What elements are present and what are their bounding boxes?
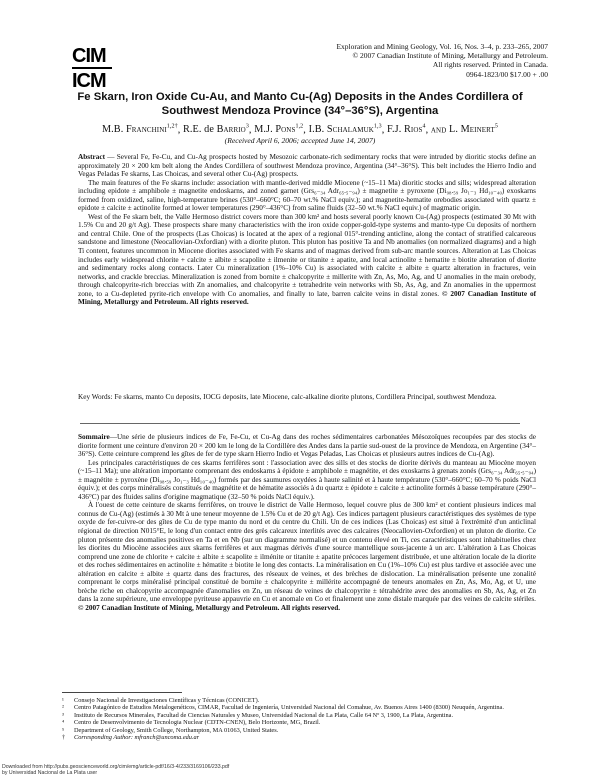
author-1: M.B. Franchini$^{1,2\dagger}$ [102,124,178,136]
sommaire-para-2: Les principales caractéristiques de ces skarns ferrifères sont : l'association avec des sills et des stocks de diorite dérivés du manteau au Miocène moyen (~15–11 Ma); une altération importante comprenant des endoskarns à épidote ± amphibole ± magnétite, et des exoskarns à grenats zonés (Grs₆₋₃₄ Adr₆₅.₅₋₉₄) ± magnétite ± pyroxène (Di₉₈.₅₉ Jo₁₋₃ Hd₁₀₋₄₀) formés par des saumures oxydées à haute salinité et à haute température (530°–660°C; 60–70 % poids NaCl équiv.); et des corps minéralisés constitués de magnétite et de hématite associés à du quartz ± épidote ± calcite ± actinolite formés à basse température (290°–436°C) par des fluides salins d'origine magmatique (32–50 % poids NaCl équiv.). [78,458,536,501]
section-divider [80,423,520,424]
keywords-label: Key Words: [78,393,113,401]
author-4: I.B. Schalamuk$^{1,3}$ [308,124,382,136]
author-5: F.J. Rios$^4$ [387,124,426,136]
sommaire-para-1: Sommaire—Une série de plusieurs indices de Fe, Fe-Cu, et Cu-Ag dans des roches sédimentaires carbonatées Mésozoïques recoupées par des stocks de diorite forment une ceinture d'environ 20 × 200 km le long de la Cordillère des Andes dans la partie sud-ouest de la province de Mendoza, en Argentine (34°–36°S). Cette ceinture comprend les gîtes de fer de type skarn Hierro Indio et Vegas Peladas, Las Choicas et plusieurs autres indices de Cu-(Ag). [78,433,536,459]
abstract [78,153,536,307]
footnote: ³ Instituto de Recursos Minerales, Facultad de Ciencias Naturales y Museo, Universidad Nacional de La Plata, Calle 64 Nº 3, 1900, La Plata, Argentina. [62,711,454,719]
received-dates: (Received April 6, 2006; accepted June 14, 2007) [224,136,376,145]
journal-line-4: 0964-1823/00 $17.00 + .00 [466,69,548,79]
footnote-rule [62,692,182,693]
sommaire-label: Sommaire [78,433,110,441]
logo-line-2: ICM [72,67,112,92]
abstract-label: Abstract [78,153,105,161]
download-notice [2,764,422,776]
abstract-para-3: West of the Fe skarn belt, the Valle Hermoso district covers more than 300 km² and hosts several poorly known Cu-(Ag) prospects (estimated 30 Mt with 1.5% Cu and 20 g/t Ag). These prospects share many characteristics with the iron oxide copper-gold-type systems and manto-type Cu deposits of northern and central Chile. One of the prospects (Las Choicas) is located at the apex of a regional 015°-trending anticline, along the contact of stratified calcareous sandstone and limestone (Neocallovian-Oxfordian) with a diorite pluton. This pluton has positive Ta and Nb anomalies (on normalized diagrams) and a high Ti content, features uncommon in Miocene diorites associated with Fe skarns and of magmas derived from sub-arc mantle sources. Alteration at Las Choicas includes early widespread chlorite + calcite ± albite ± scapolite ± ilmenite or titanite ± apatite, and local actinolite ± hematite ± biotite alteration of diorite and sedimentary rocks along contacts. Later Cu mineralization (1%–10% Cu) is associated with calcite ± albite ± quartz alteration in fractures, vein networks, and crackle breccias. Mineralization is zoned from bornite ± chalcopyrite ± millerite with Zn, As, Mo, Ag, and U anomalies in the main orebody, through chalcopyrite-rich breccias with Zn anomalies, and chalcopyrite ± tetrahedrite vein networks with Sb, As, Ag, and Zn anomalies in the uppermost zone, to a Cu-depleted pyrite-rich envelope with Co anomalies, and finally to late, barren calcite veins in distal zones. © 2007 Canadian Institute of Mining, Metallurgy and Petroleum. All rights reserved. [78,212,536,307]
logo-line-1: CIM [72,45,106,67]
footnote: ⁴ Centro de Desenvolvimento de Tecnologia Nuclear (CDTN-CNEN), Belo Horizonte, MG, Brazil. [62,719,321,727]
keywords [78,393,536,402]
abstract-copyright: © 2007 Canadian Institute of Mining, Metallurgy and Petroleum. All rights reserved. [78,289,536,307]
sommaire-copyright: © 2007 Canadian Institute of Mining, Metallurgy and Petroleum. All rights reserved. [78,603,341,612]
author-2: R.E. de Barrio$^3$ [183,124,249,136]
author-conjunction: and [430,124,447,136]
footnote-corresponding-author: † Corresponding Author: mfranch@uncoma.edu.ar [62,734,200,742]
journal-line-2: © 2007 Canadian Institute of Mining, Metallurgy and Petroleum. [352,51,548,61]
journal-line-1: Exploration and Mining Geology, Vol. 16, Nos. 3–4, p. 233–265, 2007 [336,42,548,51]
sommaire-para-3: À l'ouest de cette ceinture de skarns ferrifères, on trouve le district de Valle Hermoso, lequel couvre plus de 300 km² et contient plusieurs indices mal connus de Cu-(Ag) (estimés à 30 Mt à une teneur moyenne de 1.5% Cu et de 20 g/t Ag). Ces indices partagent plusieurs caractéristiques des systèmes de type oxyde de fer-cuivre-or des gîtes de Cu de type manto du nord et du centre du Chili. Un de ces indices (Las Choicas) est situé à l'extrémité d'un anticlinal régional de direction N015°E, le long d'un contact entre des grès calcareux interlités avec des calcaires (Neocallovien-Oxfordien) et un pluton de diorite. Ce pluton présente des anomalies positives en Ta et en Nb (sur un diagramme normalisé) et un contenu élevé en Ti, ces caractéristiques sont inhabituelles chez les diorites du Miocène associées aux skarns ferrifères et aux magmas dérivés d'une source mantellique sous-jacente à un arc. L'altération à Las Choicas comprend une zone de chlorite + calcite ± albite ± scapolite ± ilménite or titanite ± apatite précoces largement distribuée, et une altération locale de la diorite et des roches sédimentaires en actinolite ± hématite ± biotite le long des contacts. La minéralisation en Cu (1%–10% Cu) est plus tardive et associée avec une altération en calcite ± albite ± quartz dans des fractures, des réseaux de veines, et des brèches de dislocation. La minéralisation présente une zonalité comprenant le corps minéralisé principal constitué de bornite ± chalcopyrite ± millérite accompagné de teneurs anomales en Zn, As, Mo, Ag, et U, une brèche riche en chalcopyrite accompagnée d'anomalies en Zn, un réseau de veines de chalcopyrite ± tétrahédrite avec des anomalies en Sb, As, Ag, et Zn dans la zone supérieure, une enveloppe pyriteuse appauvrie en Cu et anomale en Co et finalement une zone distale marquée par des veines de calcite stériles. © 2007 Canadian Institute of Mining, Metallurgy and Petroleum. All rights reserved. [78,501,536,612]
cim-logo [72,45,112,92]
abstract-para-2: The main features of the Fe skarns include: association with mantle-derived middle Miocene (~15–11 Ma) dioritic stocks and sills; widespread alteration including epidote ± amphibole ± magnetite endoskarns, and zoned garnet (Grs₆₋₃₄ Adr₆₅.₅₋₉₄) ± magnetite ± pyroxene (Di₉₈.₅₉ Jo₁₋₃ Hd₁₀₋₄₀) exoskarns formed from oxidized, saline, high-temperature brines (530°–660°C; 60–70 wt.% NaCl equiv.); and magnetite-hematite orebodies associated with quartz ± epidote ± calcite ± actinolite formed at lower temperatures (290°–436°C) from saline fluids (32–50 wt.% NaCl equiv.) of magmatic origin. [78,178,536,213]
footnotes [62,697,548,741]
author-list: M.B. Franchini$^{1,2\dagger}$, R.E. de Barrio$^3$, M.J. Pons$^{1,2}$, I.B. Schalamuk$^{1,3}$, F.J. Rios$^4$, and L. Meinert$^5$ [102,124,498,136]
download-user: by Universidad Nacional de La Plata user [2,770,98,776]
paper-title: Fe Skarn, Iron Oxide Cu-Au, and Manto Cu-(Ag) Deposits in the Andes Cordillera of Southwest Mendoza Province (34°–36°S), Argentina [77,91,523,117]
keywords-text: Fe skarns, manto Cu deposits, IOCG deposits, late Miocene, calc-alkaline diorite plutons, Cordillera Principal, southwest Mendoza. [112,393,497,401]
footnote: ⁵ Department of Geology, Smith College, Northampton, MA 01063, United States. [62,726,279,734]
author-3: M.J. Pons$^{1,2}$ [254,124,304,136]
download-link[interactable]: Downloaded from http://pubs.geoscienceworld.org/cim/emg/article-pdf/16/3-4/233/3169106/233.pdf [2,764,230,770]
journal-line-3: All rights reserved. Printed in Canada. [432,60,548,70]
footnote: ² Centro Patagónico de Estudios Metalogenéticos, CIMAR, Facultad de Ingeniería, Universidad Nacional del Comahue, Av. Buenos Aires 1400 (8300) Neuquén, Argentina. [62,704,504,712]
sommaire [78,433,536,612]
journal-citation [248,42,548,79]
abstract-para-1: Abstract — Several Fe, Fe-Cu, and Cu-Ag prospects hosted by Mesozoic carbonate-rich sedimentary rocks that were intruded by dioritic stocks define an approximately 20 × 200 km belt along the Andes Cordillera of southwest Mendoza province, Argentina (34°–36°S). This belt includes the Hierro Indio and Vegas Peladas Fe skarns, Las Choicas, and several other Cu-(Ag) prospects. [78,153,536,179]
author-6: L. Meinert$^5$ [449,124,498,136]
footnote: ¹ Consejo Nacional de Investigaciones Científicas y Técnicas (CONICET). [62,697,260,704]
